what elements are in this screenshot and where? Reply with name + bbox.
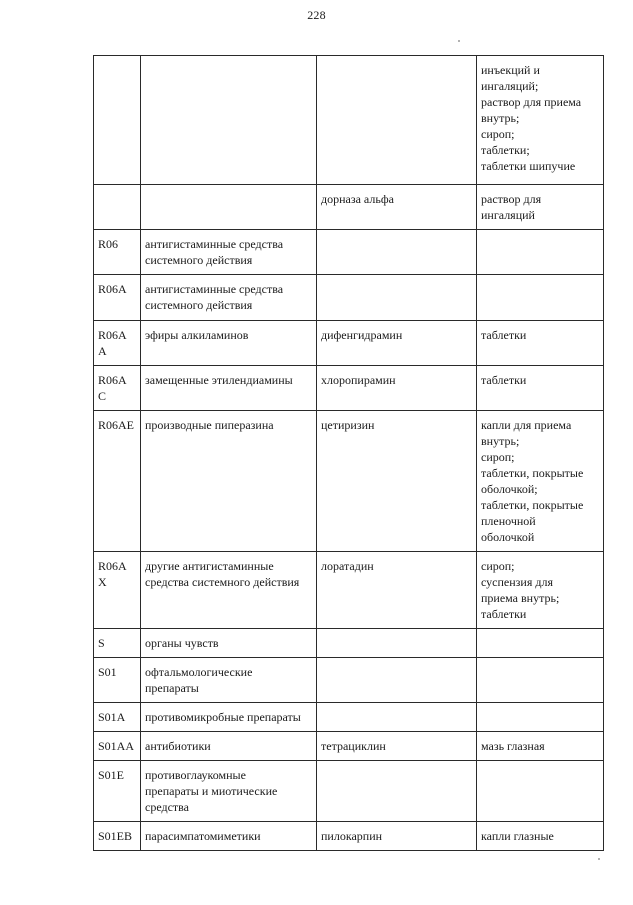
table-row <box>94 703 604 732</box>
code-cell: R06AE <box>94 411 141 552</box>
group-cell: другие антигистаминные средства системного действия <box>141 552 317 629</box>
table-row <box>94 185 604 230</box>
form-cell <box>477 629 604 658</box>
group-cell: органы чувств <box>141 629 317 658</box>
form-cell: таблетки <box>477 366 604 411</box>
form-cell: капли глазные <box>477 822 604 851</box>
group-cell: антибиотики <box>141 732 317 761</box>
page-number: 228 <box>307 8 326 22</box>
group-cell: антигистаминные средства системного действия <box>141 275 317 321</box>
code-cell: S01 <box>94 658 141 703</box>
table-row <box>94 552 604 629</box>
group-cell: эфиры алкиламинов <box>141 321 317 366</box>
substance-cell <box>317 658 477 703</box>
group-cell <box>141 56 317 185</box>
group-cell <box>141 185 317 230</box>
table-row <box>94 822 604 851</box>
group-cell: офтальмологические препараты <box>141 658 317 703</box>
substance-cell <box>317 761 477 822</box>
substance-cell <box>317 275 477 321</box>
table-row <box>94 411 604 552</box>
code-cell: R06A A <box>94 321 141 366</box>
group-cell: парасимпатомиметики <box>141 822 317 851</box>
code-cell: S01A <box>94 703 141 732</box>
form-cell <box>477 761 604 822</box>
form-cell: капли для приема внутрь; сироп; таблетки, покрытые оболочкой; таблетки, покрытые пленочной оболочкой <box>477 411 604 552</box>
form-cell <box>477 703 604 732</box>
substance-cell: дорназа альфа <box>317 185 477 230</box>
substance-cell <box>317 703 477 732</box>
table-row <box>94 366 604 411</box>
code-cell: S01AA <box>94 732 141 761</box>
form-cell <box>477 275 604 321</box>
table-row <box>94 658 604 703</box>
substance-cell: лоратадин <box>317 552 477 629</box>
form-cell: сироп; суспензия для приема внутрь; таблетки <box>477 552 604 629</box>
substance-cell <box>317 56 477 185</box>
substance-cell: тетрациклин <box>317 732 477 761</box>
form-cell: таблетки <box>477 321 604 366</box>
code-cell: R06A <box>94 275 141 321</box>
substance-cell: дифенгидрамин <box>317 321 477 366</box>
code-cell: S <box>94 629 141 658</box>
substance-cell: цетиризин <box>317 411 477 552</box>
code-cell: R06A C <box>94 366 141 411</box>
table-row <box>94 275 604 321</box>
group-cell: антигистаминные средства системного действия <box>141 230 317 275</box>
form-cell: раствор для ингаляций <box>477 185 604 230</box>
code-cell: S01E <box>94 761 141 822</box>
code-cell <box>94 185 141 230</box>
table-row <box>94 56 604 185</box>
group-cell: замещенные этилендиамины <box>141 366 317 411</box>
group-cell: противомикробные препараты <box>141 703 317 732</box>
scan-speck <box>598 858 600 860</box>
form-cell: мазь глазная <box>477 732 604 761</box>
code-cell: R06A X <box>94 552 141 629</box>
table-row <box>94 732 604 761</box>
code-cell <box>94 56 141 185</box>
substance-cell <box>317 629 477 658</box>
medication-table <box>93 55 604 851</box>
code-cell: R06 <box>94 230 141 275</box>
group-cell: производные пиперазина <box>141 411 317 552</box>
form-cell: инъекций и ингаляций; раствор для приема внутрь; сироп; таблетки; таблетки шипучие <box>477 56 604 185</box>
substance-cell <box>317 230 477 275</box>
table-row <box>94 230 604 275</box>
table-row <box>94 761 604 822</box>
form-cell <box>477 658 604 703</box>
form-cell <box>477 230 604 275</box>
code-cell: S01EB <box>94 822 141 851</box>
table-row <box>94 321 604 366</box>
substance-cell: пилокарпин <box>317 822 477 851</box>
table-body <box>94 56 604 851</box>
group-cell: противоглаукомные препараты и миотические средства <box>141 761 317 822</box>
substance-cell: хлоропирамин <box>317 366 477 411</box>
scan-speck <box>458 40 460 42</box>
table-row <box>94 629 604 658</box>
